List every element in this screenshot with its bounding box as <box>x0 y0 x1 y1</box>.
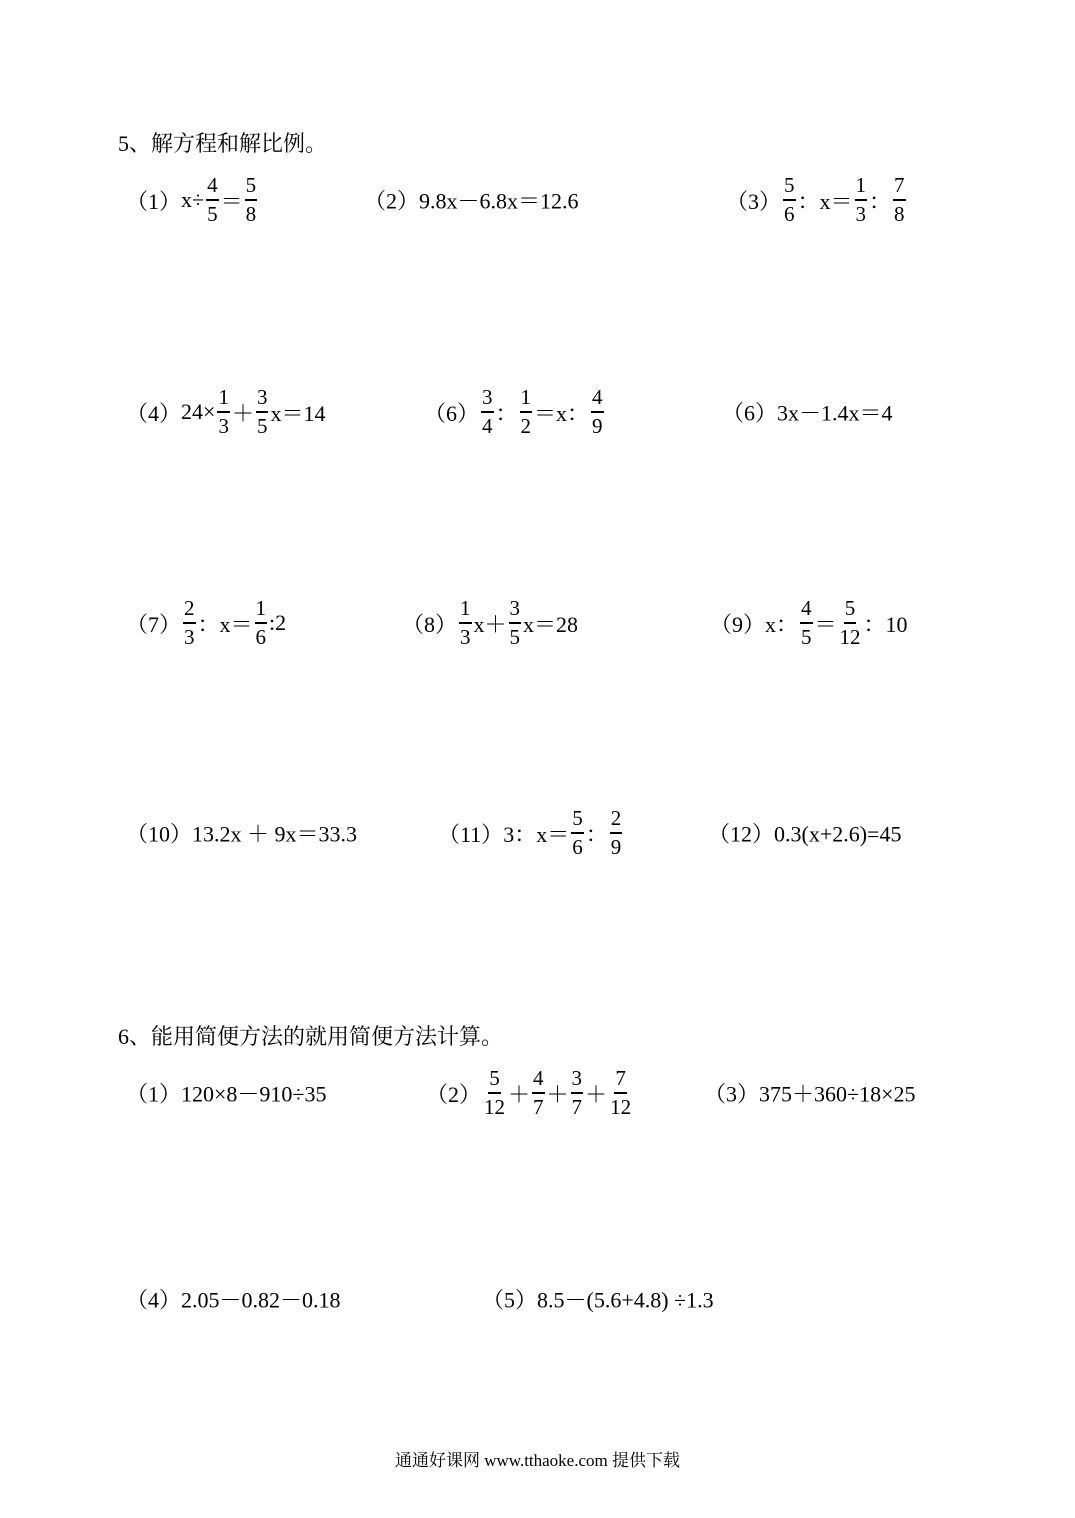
expr-text: ： <box>495 400 518 426</box>
expr-text: （6）3x－1.4x＝4 <box>722 400 893 426</box>
fraction <box>800 598 813 648</box>
numerator: 5 <box>488 1068 501 1094</box>
expr-text: ：x＝ <box>797 188 853 214</box>
expr-text: ＋ <box>585 1081 608 1107</box>
numerator: 4 <box>206 175 219 201</box>
footer-source: 通通好课网 www.tthaoke.com 提供下载 <box>394 1451 681 1470</box>
expr-text: （1）120×8－910÷35 <box>126 1081 327 1107</box>
expr-text: x＋ <box>473 611 507 637</box>
expr-text: x÷ <box>181 187 205 212</box>
numerator: 5 <box>844 598 857 624</box>
denominator: 7 <box>571 1095 583 1119</box>
numerator: 4 <box>532 1068 545 1094</box>
denominator: 8 <box>245 202 257 226</box>
numerator: 3 <box>571 1068 584 1094</box>
expr-text: ：10 <box>863 611 908 637</box>
problem-label: （1） <box>126 188 182 214</box>
numerator: 3 <box>509 598 522 624</box>
expr-text: （2）9.8x－6.8x＝12.6 <box>364 188 579 214</box>
denominator: 3 <box>218 414 229 438</box>
denominator: 5 <box>801 625 812 649</box>
problem-label: （3） <box>726 188 782 214</box>
expr-text: ＋ <box>546 1081 569 1107</box>
denominator: 6 <box>572 835 583 859</box>
problem-5-11 <box>438 808 624 858</box>
expr-text: ＝ <box>814 611 837 637</box>
expr-text: 3：x＝ <box>503 821 570 847</box>
denominator: 5 <box>509 625 521 649</box>
problem-5-5 <box>424 387 606 437</box>
problem-label: （4） <box>126 400 182 426</box>
fraction <box>591 387 604 437</box>
denominator: 4 <box>482 414 493 438</box>
expr-text: ： <box>869 188 892 214</box>
problem-5-8 <box>402 598 578 648</box>
section-5-title: 5、解方程和解比例。 <box>118 131 328 156</box>
denominator: 12 <box>484 1095 506 1119</box>
numerator: 4 <box>591 387 604 413</box>
denominator: 3 <box>184 625 195 649</box>
numerator: 2 <box>610 808 623 834</box>
fraction <box>610 808 623 858</box>
denominator: 2 <box>520 414 532 438</box>
numerator: 7 <box>893 175 906 201</box>
fraction <box>483 1068 506 1118</box>
problem-label: （7） <box>126 611 182 637</box>
problem-label: （11） <box>438 821 504 847</box>
expr-text: ：x＝ <box>197 611 253 637</box>
problem-5-2 <box>364 185 579 216</box>
denominator: 8 <box>894 202 905 226</box>
problem-5-12 <box>708 818 901 849</box>
denominator: 6 <box>784 202 795 226</box>
fraction <box>855 175 868 225</box>
denominator: 9 <box>610 835 622 859</box>
numerator: 1 <box>459 598 472 624</box>
fraction <box>245 175 258 225</box>
numerator: 5 <box>571 808 584 834</box>
denominator: 6 <box>255 625 267 649</box>
denominator: 9 <box>592 414 603 438</box>
fraction <box>571 808 584 858</box>
problem-6-5 <box>482 1284 714 1315</box>
problem-6-4 <box>126 1284 341 1315</box>
numerator: 7 <box>614 1068 627 1094</box>
problem-6-3 <box>704 1078 915 1109</box>
expr-text: （10）13.2x ＋ 9x＝33.3 <box>126 821 358 847</box>
expr-text: （12）0.3(x+2.6)=45 <box>708 821 902 847</box>
fraction <box>509 598 522 648</box>
expr-text: ＝ <box>220 188 243 214</box>
problem-5-1 <box>126 175 259 225</box>
numerator: 1 <box>217 387 230 413</box>
fraction <box>256 387 269 437</box>
numerator: 1 <box>255 598 268 624</box>
problem-label: （6） <box>424 400 480 426</box>
fraction <box>459 598 472 648</box>
denominator: 3 <box>460 625 471 649</box>
denominator: 12 <box>839 625 861 649</box>
numerator: 5 <box>245 175 258 201</box>
numerator: 1 <box>520 387 533 413</box>
fraction <box>783 175 796 225</box>
expr-text: 24× <box>181 399 216 424</box>
numerator: 1 <box>855 175 868 201</box>
problem-5-3 <box>726 175 908 225</box>
fraction <box>183 598 196 648</box>
expr-text: ＝x： <box>534 400 590 426</box>
expr-text: （4）2.05－0.82－0.18 <box>126 1287 341 1313</box>
numerator: 4 <box>800 598 813 624</box>
problem-5-10 <box>126 818 357 849</box>
fraction <box>839 598 862 648</box>
denominator: 7 <box>533 1095 544 1119</box>
fraction <box>481 387 494 437</box>
expr-text: ： <box>585 821 608 847</box>
fraction <box>206 175 219 225</box>
problem-label: （8） <box>402 611 458 637</box>
expr-text: ＋ <box>508 1081 531 1107</box>
problem-6-1 <box>126 1078 326 1109</box>
fraction <box>532 1068 545 1118</box>
numerator: 5 <box>783 175 796 201</box>
expr-text: （3）375＋360÷18×25 <box>704 1081 916 1107</box>
numerator: 2 <box>183 598 196 624</box>
problem-5-6 <box>722 397 893 428</box>
expr-text: :2 <box>269 610 287 635</box>
fraction <box>520 387 533 437</box>
fraction <box>255 598 268 648</box>
fraction <box>571 1068 584 1118</box>
problem-label: （2） <box>426 1081 482 1107</box>
fraction <box>609 1068 632 1118</box>
fraction <box>893 175 906 225</box>
expr-text: （5）8.5－(5.6+4.8) ÷1.3 <box>482 1287 714 1313</box>
expr-text: x＝28 <box>523 611 579 637</box>
expr-text: x＝14 <box>270 400 326 426</box>
problem-label: （9） <box>710 611 766 637</box>
problem-5-4 <box>126 387 325 437</box>
denominator: 3 <box>855 202 867 226</box>
fraction <box>217 387 230 437</box>
numerator: 3 <box>256 387 269 413</box>
problem-5-7 <box>126 598 286 648</box>
expr-text: ＋ <box>231 400 254 426</box>
expr-text: x： <box>765 611 799 637</box>
problem-6-2 <box>426 1068 634 1118</box>
numerator: 3 <box>481 387 494 413</box>
denominator: 5 <box>207 202 218 226</box>
section-6-title: 6、能用简便方法的就用简便方法计算。 <box>118 1024 504 1049</box>
denominator: 12 <box>610 1095 632 1119</box>
problem-5-9 <box>710 598 908 648</box>
denominator: 5 <box>256 414 268 438</box>
